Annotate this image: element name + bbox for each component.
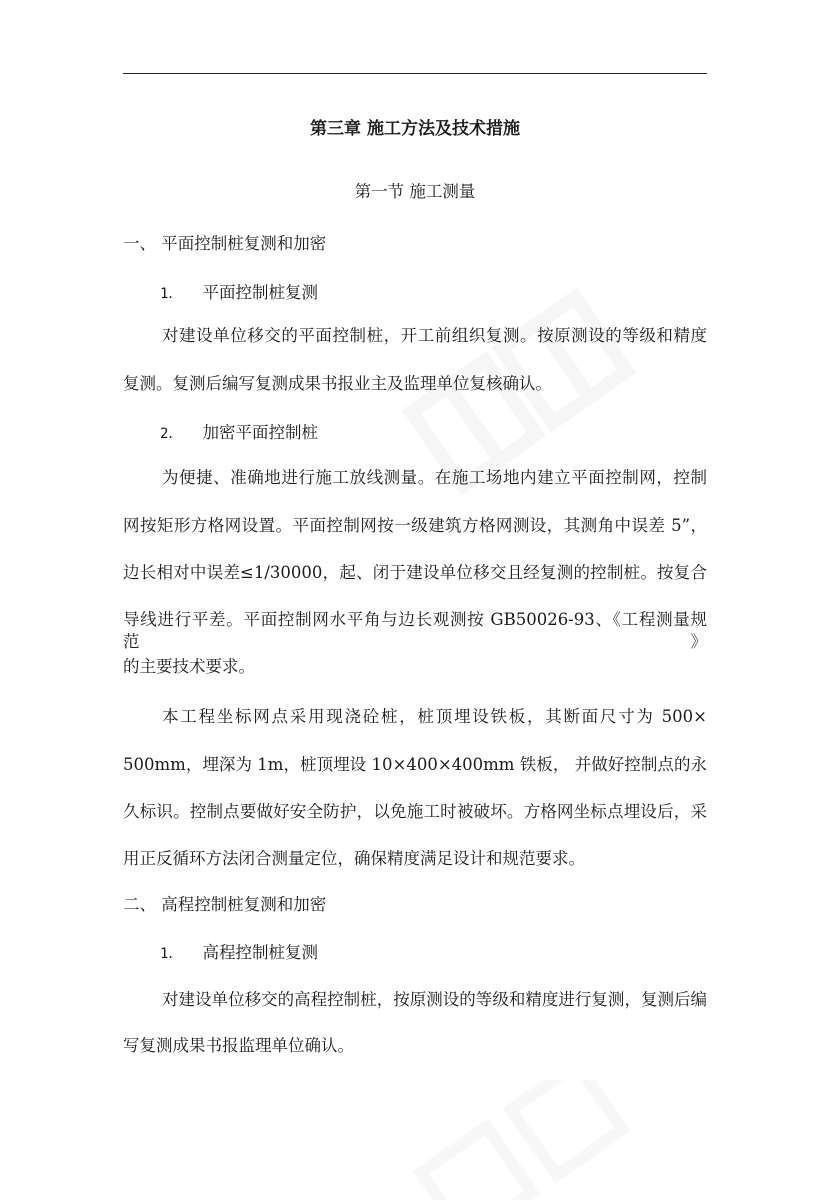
- paragraph-line: 对建设单位移交的平面控制桩，开工前组织复测。按原测设的等级和精度: [162, 326, 707, 345]
- watermark-graphic-bottom: [390, 1080, 650, 1200]
- part2-item1-heading: [160, 942, 318, 965]
- paragraph-line: 久标识。控制点要做好安全防护，以免施工时被破坏。方格网坐标点埋设后，采: [123, 802, 707, 821]
- paragraph-line: 用正反循环方法闭合测量定位，确保精度满足设计和规范要求。: [123, 849, 585, 868]
- part1-item1-heading: [160, 282, 318, 305]
- paragraph-line: 网按矩形方格网设置。平面控制网按一级建筑方格网测设，其测角中误差 5”，: [123, 516, 707, 535]
- part1-item2-heading: [160, 422, 318, 445]
- paragraph-line: 的主要技术要求。: [123, 657, 255, 676]
- item-number: 1．: [160, 286, 183, 302]
- paragraph-line: 导线进行平差。平面控制网水平角与边长观测按 GB50026-93、《工程测量规范》: [123, 610, 707, 651]
- part2-heading: 二、 高程控制桩复测和加密: [123, 895, 327, 914]
- item-title: 高程控制桩复测: [202, 943, 318, 962]
- paragraph-line: 对建设单位移交的高程控制桩，按原测设的等级和精度进行复测，复测后编: [162, 990, 707, 1009]
- section-title: 第一节 施工测量: [354, 182, 476, 201]
- item-number: 2．: [160, 426, 183, 442]
- paragraph-line: 为便捷、准确地进行施工放线测量。在施工场地内建立平面控制网，控制: [162, 468, 707, 487]
- chapter-title: 第三章 施工方法及技术措施: [310, 119, 520, 139]
- header-rule: [123, 73, 707, 74]
- item-title: 加密平面控制桩: [202, 423, 318, 442]
- item-number: 1．: [160, 946, 183, 962]
- item-title: 平面控制桩复测: [202, 283, 318, 302]
- paragraph-line: 边长相对中误差≤1/30000，起、闭于建设单位移交且经复测的控制桩。按复合: [123, 563, 707, 582]
- paragraph-line: 500mm，埋深为 1m，桩顶埋设 10×400×400mm 铁板， 并做好控制点的永: [123, 755, 707, 774]
- part1-heading: 一、 平面控制桩复测和加密: [123, 234, 327, 253]
- paragraph-line: 复测。复测后编写复测成果书报业主及监理单位复核确认。: [123, 374, 552, 393]
- paragraph-line: 本工程坐标网点采用现浇砼桩，桩顶埋设铁板，其断面尺寸为 500×: [162, 707, 707, 726]
- paragraph-line: 写复测成果书报监理单位确认。: [123, 1036, 354, 1055]
